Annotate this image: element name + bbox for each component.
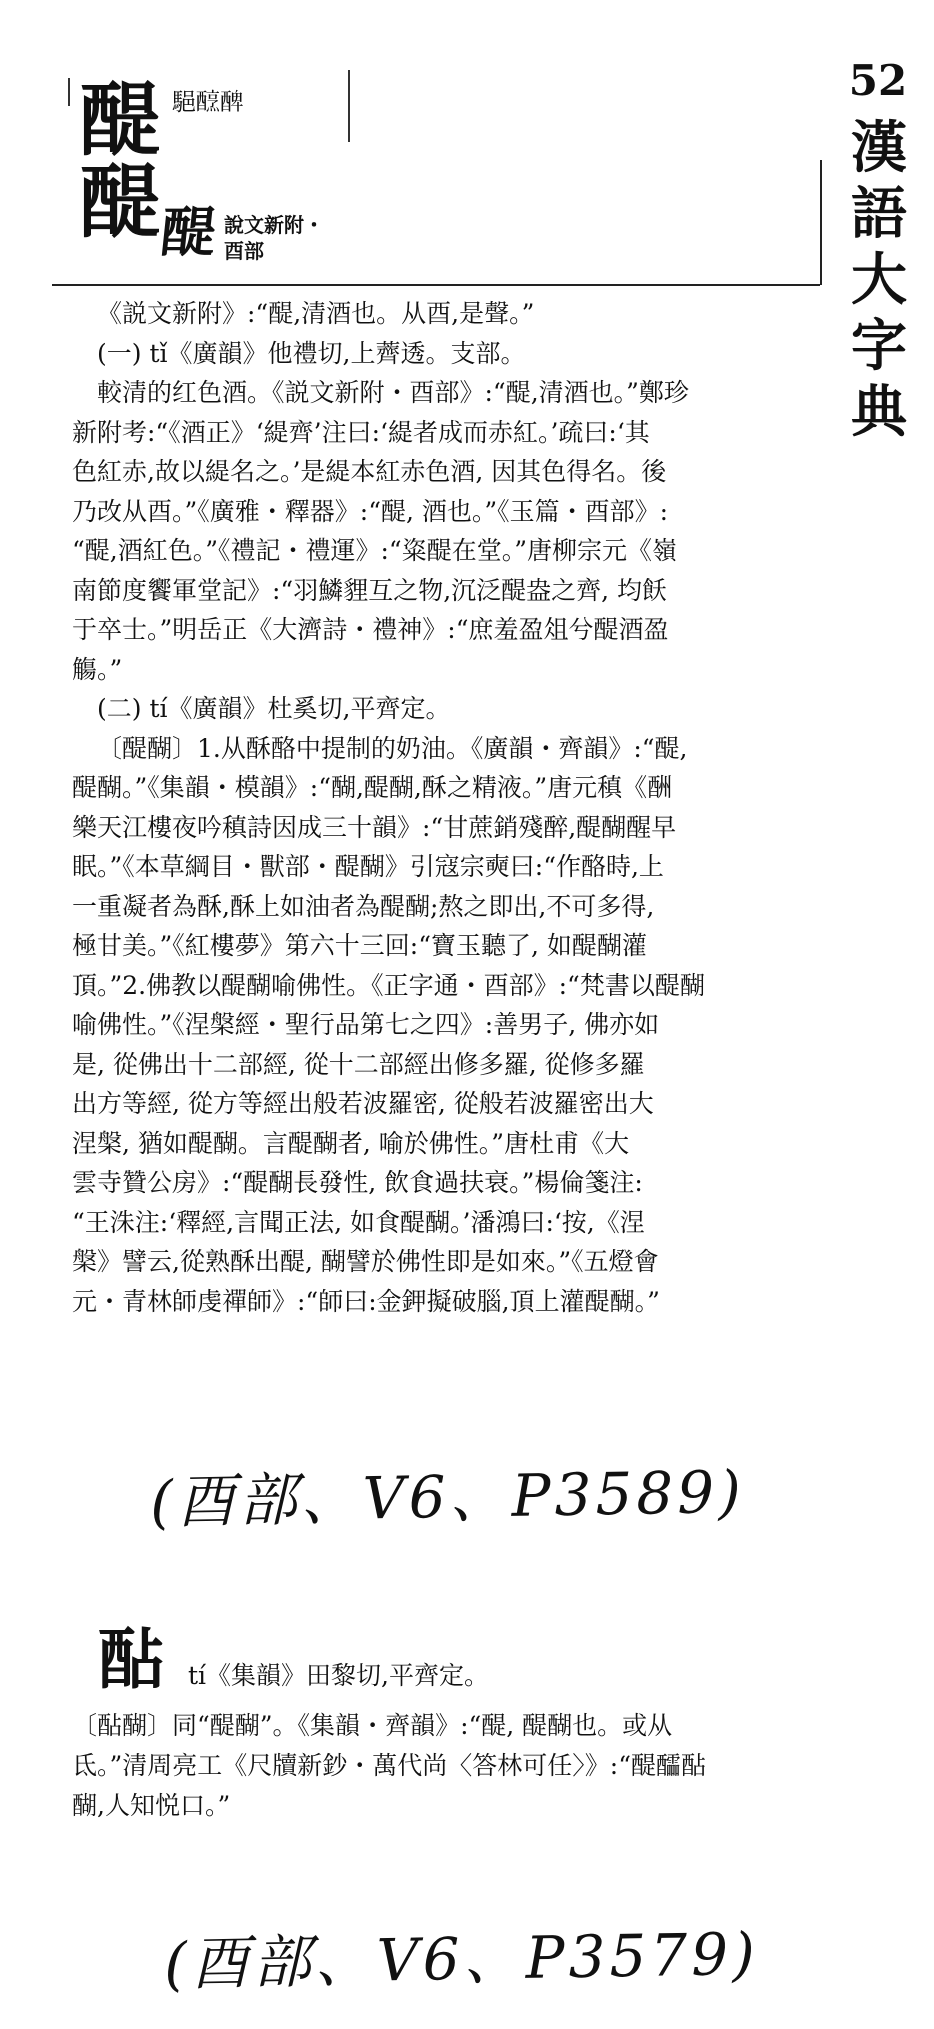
text-line: 雲寺贊公房》:“醍醐長發性, 飲食過扶衰。”楊倫箋注:: [72, 1168, 643, 1197]
text-line: 乃改从酉。”《廣雅・釋器》:“醍, 酒也。”《玉篇・酉部》:: [72, 496, 669, 526]
text-line: 新附考:“《酒正》‘緹齊’注曰:‘緹者成而赤紅。’疏曰:‘其: [72, 417, 650, 447]
text-line: 較清的红色酒。《説文新附・酉部》:“醍,清酒也。”鄭珍: [97, 378, 689, 407]
headword-variant-top: 醍: [80, 73, 160, 167]
headword-2: 酟: [98, 1620, 164, 1698]
text-line: 氐。”清周亮工《尺牘新鈔・萬代尚〈答林可任〉》:“醍醽酟: [72, 1751, 706, 1780]
source-label: 說文新附・ 酉部: [224, 213, 324, 263]
title-divider: [820, 160, 822, 285]
text-line: 南節度饗軍堂記》:“羽鱗貍互之物,沉泛醍盎之齊, 均飫: [72, 575, 668, 605]
text-line: 是, 從佛出十二部經, 從十二部經出修多羅, 從修多羅: [72, 1049, 645, 1079]
text-line: 元・青林師虔禪師》:“師曰:金鉀擬破腦,頂上灌醍醐。”: [72, 1286, 660, 1316]
dictionary-title: [848, 115, 910, 445]
text-line: (一) tǐ《廣韻》他禮切,上薺透。支部。: [97, 338, 526, 368]
text-line: 出方等經, 從方等經出般若波羅密, 從般若波羅密出大: [72, 1089, 654, 1118]
text-line: “王洙注:‘釋經,言聞正法, 如食醍醐。’潘鴻曰:‘按,《涅: [72, 1207, 645, 1237]
text-line: 槃》譬云,從熟酥出醍, 醐譬於佛性即是如來。”《五燈會: [72, 1247, 659, 1276]
text-line: 涅槃, 猶如醍醐。言醍醐者, 喻於佛性。”唐杜甫《大: [72, 1128, 630, 1158]
text-line: 觴。”: [72, 654, 123, 684]
variant-forms: 䣖𨢶𨡕: [172, 88, 244, 116]
text-line: 色紅赤,故以緹名之。’是緹本紅赤色酒, 因其色得名。後: [72, 457, 667, 486]
text-line: 樂天江樓夜吟稹詩因成三十韻》:“甘蔗銷殘醉,醍醐醒早: [72, 812, 677, 842]
title-char: 典: [851, 379, 907, 445]
text-line: 一重凝者為酥,酥上如油者為醍醐;熬之即出,不可多得,: [72, 891, 655, 921]
text-line: (二) tí《廣韻》杜奚切,平齊定。: [97, 694, 451, 723]
text-line: 喻佛性。”《涅槃經・聖行品第七之四》:善男子, 佛亦如: [72, 1010, 660, 1039]
text-line: 醐,人知悦口。”: [72, 1791, 231, 1820]
text-line: 極甘美。”《紅樓夢》第六十三回:“寶玉聽了, 如醍醐灌: [72, 931, 647, 960]
seal-script-form: 醍: [158, 200, 219, 264]
entry-2-body: [72, 1706, 822, 1826]
pronunciation: tí《集韻》田黎切,平齊定。: [188, 1661, 489, 1690]
text-line: 于卒士。”明岳正《大濟詩・禮神》:“庶羞盈俎兮醍酒盈: [72, 615, 669, 644]
headword: 醍: [80, 155, 160, 249]
entry-body: [72, 294, 820, 1321]
frame-tick: [68, 78, 70, 106]
text-line: “醍,酒紅色。”《禮記・禮運》:“粢醍在堂。”唐柳宗元《嶺: [72, 536, 677, 565]
title-char: 語: [851, 181, 907, 247]
text-line: 眠。”《本草綱目・獸部・醍醐》引寇宗奭曰:“作酪時,上: [72, 852, 664, 881]
text-line: 《説文新附》:“醍,清酒也。从酉,是聲。”: [97, 299, 535, 328]
title-char: 漢: [851, 115, 907, 181]
title-char: 字: [851, 313, 907, 379]
text-line: 〔酟醐〕同“醍醐”。《集韻・齊韻》:“醍, 醍醐也。或从: [72, 1711, 673, 1740]
handwritten-note-2: (酉部、V6、P3579): [163, 1919, 760, 1999]
header-rule: [52, 284, 820, 286]
handwritten-note: (酉部、V6、P3589): [149, 1457, 746, 1537]
title-char: 大: [851, 247, 907, 313]
text-line: 頂。”2.佛教以醍醐喻佛性。《正字通・酉部》:“梵書以醍醐: [72, 970, 705, 1000]
text-line: 〔醍醐〕1.从酥酪中提制的奶油。《廣韻・齊韻》:“醍,: [97, 733, 688, 763]
page-number: 52: [848, 56, 908, 105]
text-line: 醍醐。”《集韻・模韻》:“醐,醍醐,酥之精液。”唐元稹《酬: [72, 773, 673, 802]
frame-tick: [348, 70, 350, 142]
